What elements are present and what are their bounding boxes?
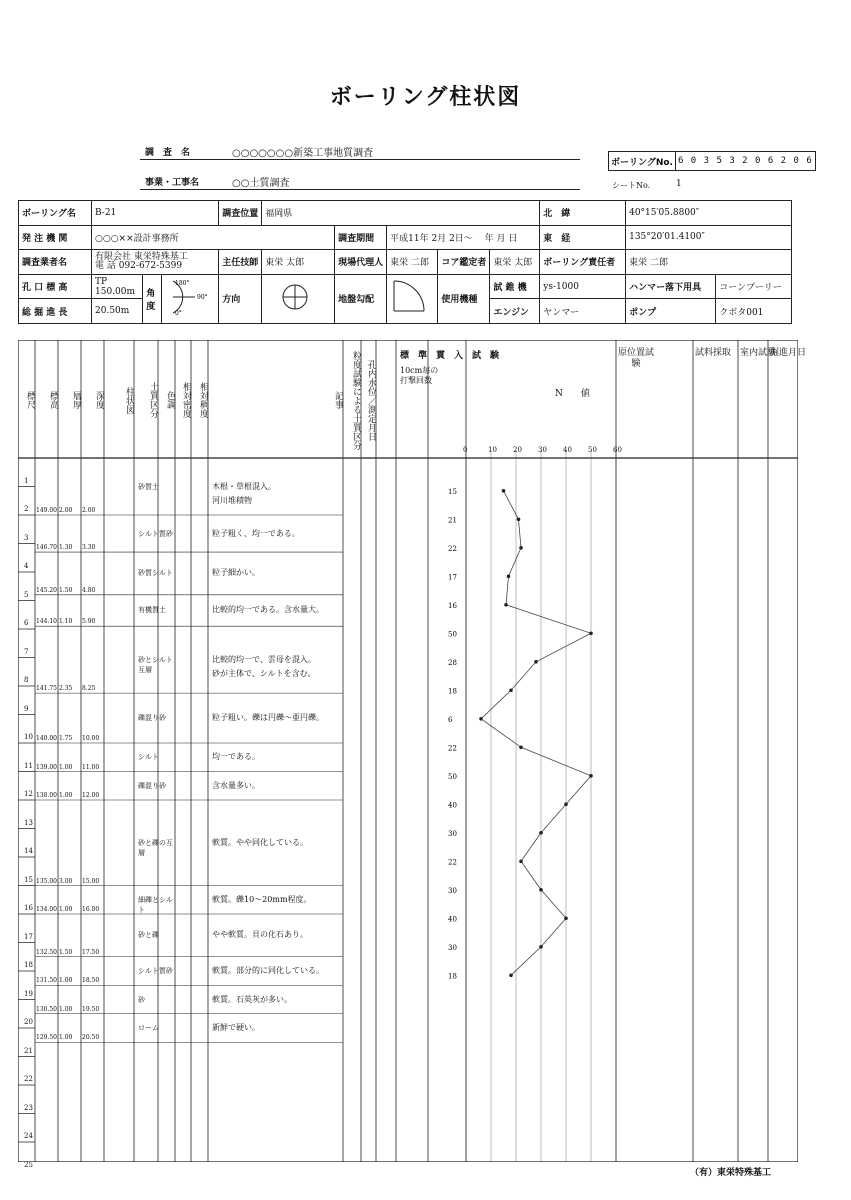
column-header: 粒度試験による土質区分 [351, 350, 361, 450]
spt-n-label: N 値 [555, 389, 590, 399]
boring-no-digits: 6 0 3 5 3 2 0 6 2 0 6 [675, 152, 815, 171]
boring-no-box [608, 151, 816, 171]
location-label: 調査位置 [219, 201, 262, 226]
sheet-label: シートNo. [612, 181, 651, 190]
layer-elev: 138.00 [36, 792, 57, 799]
spt-title: 標 準 貫 入 試 験 [400, 351, 500, 361]
slope-diagram [387, 274, 438, 323]
layer-thick: 2.35 [59, 685, 73, 693]
n-value-line [481, 491, 591, 976]
layer-depth: 19.50 [82, 1005, 100, 1013]
period: 平成11年 2月 2日〜 年 月 日 [387, 225, 540, 250]
header-table [18, 200, 792, 324]
n-value-point [509, 973, 513, 977]
soil-type: 礫混り砂 [138, 714, 166, 723]
n-value-label: 30 [448, 886, 457, 895]
layer-elev: 146.70 [36, 544, 57, 552]
depth-scale-tick: 23 [24, 1103, 33, 1112]
n-value-point [502, 489, 506, 493]
hammer: コーンプーリー [716, 274, 792, 299]
column-header: 色調 [165, 391, 175, 409]
depth-scale-tick: 19 [24, 989, 33, 998]
layer-elev: 132.50 [36, 948, 57, 956]
engine-label: エンジン [490, 299, 540, 324]
depth-scale-tick: 8 [24, 676, 29, 684]
survey-name-label: 調 査 名 [145, 148, 191, 158]
soil-type: 砂質シルト [138, 569, 173, 578]
depth-scale-tick: 17 [24, 932, 33, 941]
layer-depth: 15.00 [82, 877, 100, 885]
soil-type: 細礫とシルト [138, 895, 173, 914]
layer-depth: 10.00 [82, 735, 100, 742]
n-axis-tick: 40 [563, 446, 572, 454]
column-header: 標高 [48, 391, 58, 409]
column-header: 原位置試験 [617, 348, 654, 369]
soil-type: 有機質土 [138, 606, 166, 615]
layer-description: 含水量多い。 [212, 780, 260, 790]
client-label: 発 注 機 関 [19, 225, 92, 250]
use-label: 使用機種 [438, 274, 490, 323]
n-value-point [507, 574, 511, 578]
n-value-label: 21 [448, 516, 457, 525]
n-value-point [539, 945, 543, 949]
n-value-point [504, 603, 508, 607]
soil-type: 砂質土 [138, 482, 159, 491]
n-axis-tick: 20 [513, 446, 522, 454]
n-value-label: 40 [448, 801, 457, 810]
agent-label: 現場代理人 [335, 250, 387, 275]
n-value-label: 50 [448, 630, 457, 639]
layer-depth: 2.00 [82, 507, 96, 514]
hammer-label: ハンマー落下用具 [626, 274, 716, 299]
company-tel: 電 話 092-672-5399 [95, 260, 183, 271]
layer-thick: 1.50 [59, 586, 73, 594]
layer-thick: 1.00 [59, 906, 73, 913]
n-value-point [564, 802, 568, 806]
slope-label: 地盤勾配 [335, 274, 387, 323]
sheet-no: 1 [676, 179, 682, 189]
layer-depth: 5.90 [82, 618, 96, 626]
n-value-label: 18 [448, 687, 457, 696]
layer-depth: 11.00 [82, 763, 100, 771]
n-value-point [517, 517, 521, 521]
layer-thick: 1.50 [59, 948, 73, 956]
depth-scale-tick: 10 [24, 733, 33, 741]
spt-blow-label: 10cm毎の打撃回数 [400, 366, 439, 385]
depth-scale-tick: 13 [24, 818, 33, 827]
layer-depth: 18.50 [82, 977, 100, 985]
layer-depth: 17.50 [82, 948, 100, 956]
column-header: 層厚 [71, 391, 81, 409]
soil-type: 砂と礫の互層 [138, 838, 173, 857]
agent: 東栄 二郎 [387, 250, 438, 275]
column-header: 掘進月日 [769, 348, 806, 358]
pump-label: ポンプ [626, 299, 716, 324]
layer-depth: 8.25 [82, 685, 96, 693]
boring-name: B-21 [92, 201, 219, 226]
layer-thick: 1.00 [59, 763, 73, 771]
n-value-point [589, 631, 593, 635]
slope-gauge-icon [390, 277, 430, 317]
compass-icon [265, 277, 325, 317]
n-axis-tick: 10 [488, 446, 497, 454]
layer-elev: 134.00 [36, 906, 57, 913]
n-axis-tick: 60 [613, 446, 622, 454]
n-value-label: 28 [448, 658, 457, 667]
soil-type: シルト質砂 [138, 529, 173, 538]
project-name: ○○土質調査 [232, 178, 290, 189]
n-value-label: 18 [448, 972, 457, 981]
layer-description: 比較的均一である。含水量大。 [212, 605, 324, 615]
depth-scale-tick: 4 [24, 562, 29, 570]
n-value-point [519, 859, 523, 863]
column-header: 試料採取 [694, 348, 731, 358]
layer-elev: 140.00 [36, 735, 57, 742]
column-header: 記事 [333, 391, 343, 409]
n-value-label: 22 [448, 858, 457, 867]
total-depth: 20.50m [92, 299, 143, 324]
column-header: 深度 [94, 391, 104, 409]
layer-description: 軟質。部分的に同化している。 [212, 966, 324, 975]
n-axis-tick: 30 [538, 446, 547, 454]
layer-elev: 135.00 [36, 877, 57, 885]
layer-depth: 20.50 [82, 1034, 100, 1042]
depth-scale-tick: 2 [24, 505, 29, 513]
layer-description: 木根・草根混入。 [212, 481, 276, 491]
east: 135°20′01.4100″ [626, 225, 792, 250]
boring-chief: 東栄 二郎 [626, 250, 792, 275]
depth-scale-tick: 21 [24, 1046, 33, 1055]
depth-scale-tick: 20 [24, 1018, 33, 1026]
n-value-label: 22 [448, 544, 457, 553]
svg-text:0°: 0° [175, 310, 183, 318]
layer-thick: 1.00 [59, 792, 73, 799]
column-header: 相対密度 [181, 382, 191, 418]
project-label: 事業・工事名 [145, 178, 200, 188]
n-value-point [519, 546, 523, 550]
location: 福岡県 [262, 201, 540, 226]
spt-chart [448, 488, 593, 981]
layer-description: 軟質。礫10〜20mm程度。 [212, 894, 312, 904]
n-value-label: 6 [448, 715, 453, 724]
column-header: 孔内水位／測定月日 [366, 359, 376, 441]
depth-scale-tick: 14 [24, 847, 33, 855]
client: ○○○××設計事務所 [92, 225, 335, 250]
n-axis-tick: 50 [588, 446, 597, 454]
engine: ヤンマー [540, 299, 626, 324]
n-value-label: 30 [448, 829, 457, 838]
depth-scale-tick: 9 [24, 704, 29, 713]
n-value-label: 15 [448, 487, 457, 496]
layer-elev: 130.50 [36, 1005, 57, 1013]
column-header: 室内試験 [739, 348, 776, 358]
depth-scale-tick: 6 [24, 619, 29, 627]
period-label: 調査期間 [335, 225, 387, 250]
layer-depth: 16.00 [82, 906, 100, 913]
layer-description: 粒子細かい。 [212, 568, 260, 578]
chief-label: 主任技師 [219, 250, 262, 275]
depth-scale-tick: 3 [24, 533, 29, 542]
layer-thick: 2.00 [59, 507, 73, 514]
depth-scale-tick: 1 [24, 476, 29, 485]
n-value-point [589, 774, 593, 778]
depth-scale-tick: 5 [24, 590, 29, 599]
layer-description: 粒子粗い。礫は円礫〜亜円礫。 [212, 713, 324, 723]
layer-elev: 144.10 [36, 618, 57, 626]
company-label: 調査業者名 [19, 250, 92, 275]
soil-type: シルト [138, 753, 159, 762]
layer-elev: 129.50 [36, 1034, 57, 1042]
layer-elev: 141.75 [36, 685, 57, 693]
angle-diagram [162, 274, 219, 323]
layer-thick: 1.10 [59, 618, 73, 626]
layer-thick: 1.75 [59, 735, 73, 742]
dir-diagram [262, 274, 335, 323]
layer-description: 砂が主体で、シルトを含む。 [212, 668, 316, 678]
soil-type: シルト質砂 [138, 967, 173, 975]
boring-name-label: ボーリング名 [19, 201, 92, 226]
company: 有限会社 東栄特殊基工 [95, 251, 188, 262]
layer-depth: 12.00 [82, 792, 100, 799]
layer-elev: 149.00 [36, 507, 57, 514]
depth-scale-tick: 22 [24, 1075, 33, 1083]
depth-scale-tick: 15 [24, 875, 33, 884]
dir-label: 方向 [219, 274, 262, 323]
svg-text:180°: 180° [175, 280, 190, 288]
n-value-point [519, 745, 523, 749]
n-value-label: 22 [448, 744, 457, 753]
layer-thick: 1.00 [59, 1034, 73, 1042]
pump: クボタ001 [716, 299, 792, 324]
footer: （有）東栄特殊基工 [690, 1168, 772, 1178]
depth-scale-tick: 25 [24, 1160, 33, 1169]
n-value-point [479, 717, 483, 721]
layer-description: 粒子粗く、均一である。 [212, 528, 300, 538]
layer-elev: 139.00 [36, 763, 57, 771]
svg-text:90°: 90° [197, 294, 208, 302]
layer-description: 比較的均一で、雲母を混入。 [212, 654, 316, 664]
n-value-point [534, 660, 538, 664]
elev: 150.00m [95, 286, 136, 297]
soil-type: 砂とシルト互層 [138, 655, 173, 674]
soil-type: ローム [138, 1024, 159, 1032]
n-value-point [539, 888, 543, 892]
layer-description: 軟質。やや同化している。 [212, 837, 308, 847]
n-value-label: 30 [448, 943, 457, 952]
boring-chief-label: ボーリング責任者 [540, 250, 626, 275]
east-label: 東 経 [540, 225, 626, 250]
n-value-label: 16 [448, 601, 457, 610]
depth-scale-tick: 11 [24, 761, 33, 770]
layer-description: やや軟質。貝の化石あり。 [212, 930, 308, 940]
north-label: 北 緯 [540, 201, 626, 226]
soil-type: 礫混り砂 [138, 781, 166, 790]
layer-elev: 145.20 [36, 586, 57, 594]
depth-scale-tick: 7 [24, 647, 29, 656]
boring-log [18, 340, 798, 1162]
layer-thick: 1.00 [59, 1005, 73, 1013]
machine-label: 試 錐 機 [490, 274, 540, 299]
chief: 東栄 太郎 [262, 250, 335, 275]
boring-no-label: ボーリングNo. [609, 152, 676, 171]
n-axis-tick: 0 [463, 446, 468, 454]
angle-gauge-icon [165, 277, 215, 317]
layer-description: 均一である。 [212, 752, 260, 762]
column-header: 相対稠度 [198, 382, 208, 418]
column-header: 土質区分 [148, 382, 158, 418]
layer-description: 新鮮で硬い。 [212, 1023, 260, 1032]
soil-type: 砂 [138, 995, 145, 1004]
n-value-point [564, 916, 568, 920]
core-label: コア鑑定者 [438, 250, 490, 275]
layer-description: 軟質。石英灰が多い。 [212, 994, 292, 1004]
depth-scale-tick: 16 [24, 904, 33, 912]
angle-label: 角度 [143, 274, 162, 323]
depth-scale-tick: 18 [24, 961, 33, 969]
layer-elev: 131.50 [36, 977, 57, 985]
column-header: 柱状図 [124, 386, 134, 414]
depth-scale-tick: 24 [24, 1132, 33, 1140]
column-header: 標尺 [25, 391, 35, 409]
layer-depth: 4.80 [82, 586, 96, 594]
elev-label: 孔 口 標 高 [19, 274, 92, 299]
elev-tp: TP [95, 276, 108, 287]
survey-name: ○○○○○○○新築工事地質調査 [232, 148, 374, 159]
core: 東栄 太郎 [490, 250, 540, 275]
n-value-label: 40 [448, 915, 457, 924]
soil-type: 砂と礫 [138, 931, 159, 940]
depth-scale-tick: 12 [24, 790, 33, 798]
n-value-point [509, 688, 513, 692]
n-value-label: 17 [448, 573, 457, 582]
layer-depth: 3.30 [82, 544, 96, 552]
page-title: ボーリング柱状図 [329, 85, 522, 110]
n-value-point [539, 831, 543, 835]
layer-thick: 1.00 [59, 977, 73, 985]
north: 40°15′05.8800″ [626, 201, 792, 226]
layer-thick: 1.30 [59, 544, 73, 552]
depth-label: 総 掘 進 長 [19, 299, 92, 324]
layer-description: 河川堆積物 [212, 495, 252, 505]
n-value-label: 50 [448, 772, 457, 781]
layer-thick: 3.00 [59, 877, 73, 885]
machine: ys-1000 [540, 274, 626, 299]
